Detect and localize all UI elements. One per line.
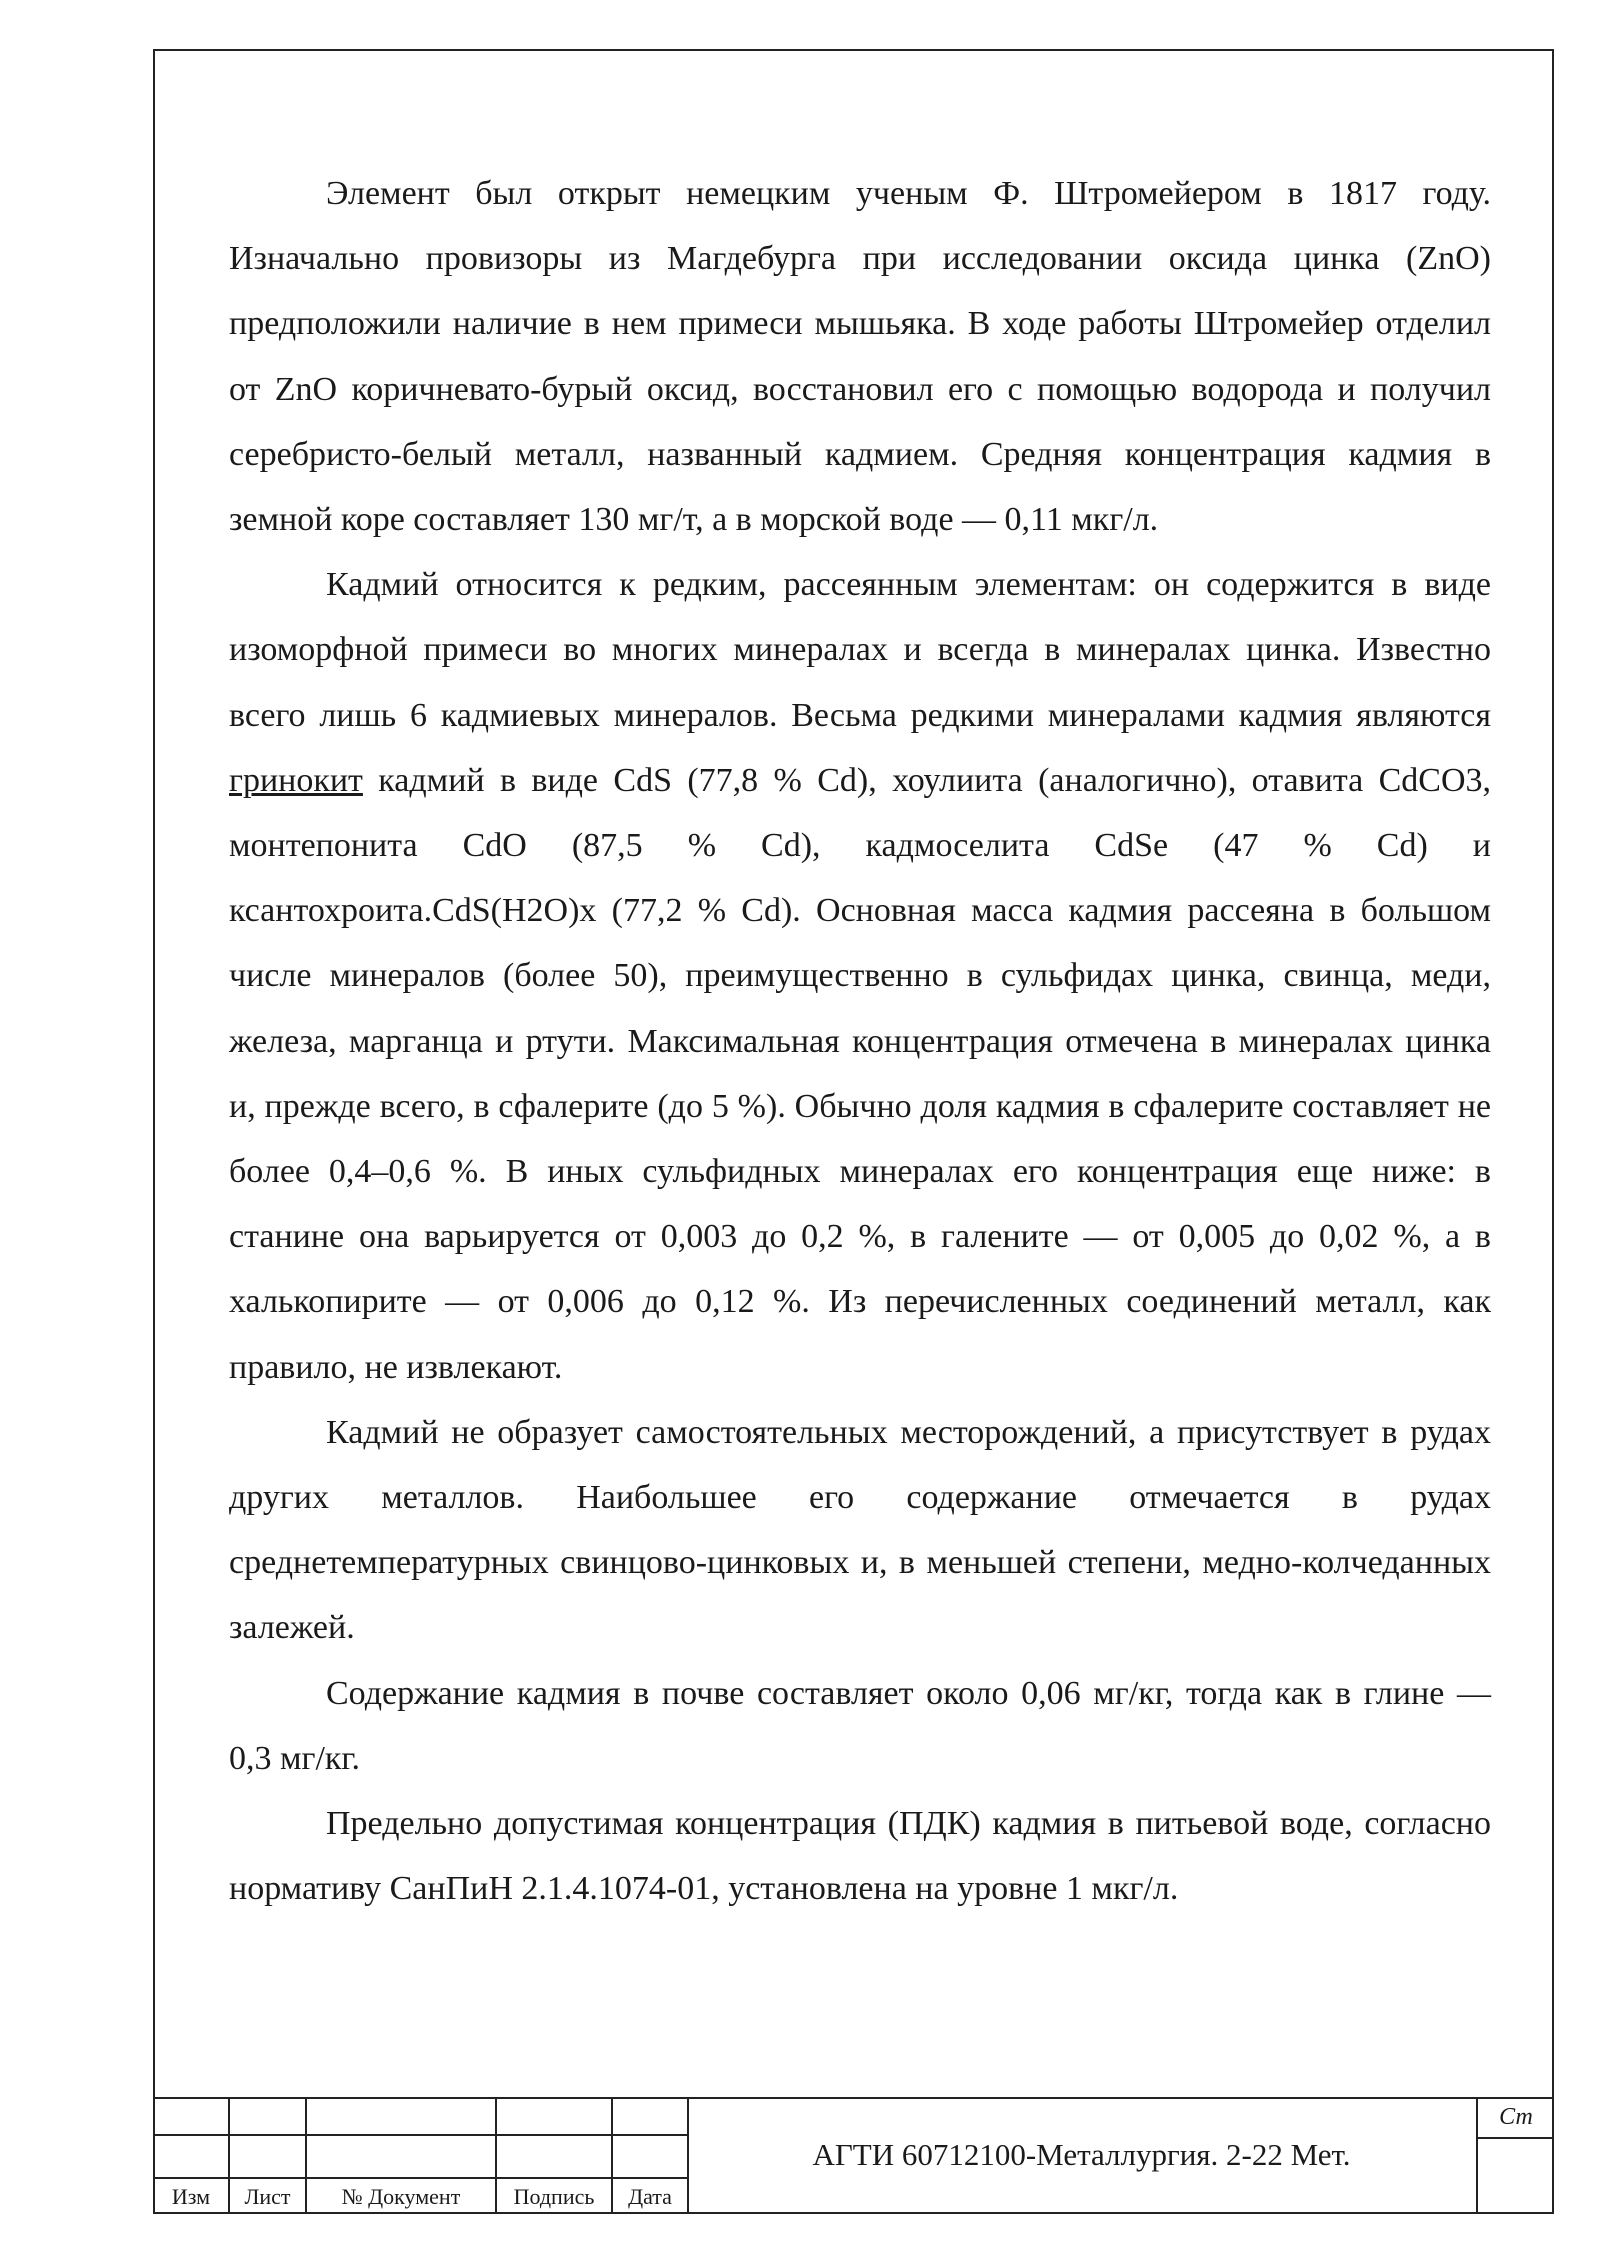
paragraph-deposits: Кадмий не образует самостоятельных месторождений, а присутствует в рудах других металлов. Наибольшее его содержание отмечается в рудах среднетемпературных свинцово-цинковых и, в меньшей степени, медно-колчеданных залежей. [229,1413,1491,1647]
title-block-row-line [153,2134,689,2136]
col-document-label: № Документ [341,2184,461,2209]
sheet-cell-line [1476,2137,1554,2139]
paragraph-pdk: Предельно допустимая концентрация (ПДК) кадмия в питьевой воде, согласно нормативу СанПиН 2.1.4.1074-01, установлена на уровне 1 мкг/л. [229,1805,1491,1908]
document-code: АГТИ 60712100-Металлургия. 2-22 Мет. [812,2137,1351,2172]
document-body [229,161,1491,1921]
greenockite-link[interactable]: гринокит [229,761,363,799]
sheet-label: Ст [1499,2104,1533,2130]
col-date-label: Дата [628,2184,672,2209]
paragraph-discovery: Элемент был открыт немецким ученым Ф. Штромейером в 1817 году. Изначально провизоры из Магдебурга при исследовании оксида цинка (ZnO) предположили наличие в нем примеси мышьяка. В ходе работы Штромейер отделил от ZnO коричневато-бурый оксид, восстановил его с помощью водорода и получил серебристо-белый металл, названный кадмием. Средняя концентрация кадмия в земной коре составляет 130 мг/т, а в морской воде — 0,11 мкг/л. [229,175,1491,539]
paragraph-soil: Содержание кадмия в почве составляет около 0,06 мг/кг, тогда как в глине — 0,3 мг/кг. [229,1674,1491,1777]
col-list-label: Лист [244,2184,291,2209]
paragraph-minerals: Кадмий относится к редким, рассеянным элементам: он содержится в виде изоморфной примеси во многих минералах и всегда в минералах цинка. Известно всего лишь 6 кадмиевых минералов. Весьма редкими минералами кадмия являются гринокит кадмий в виде CdS (77,8 % Cd), хоулиита (аналогично), отавита CdCO3, монтепонита CdO (87,5 % Cd), кадмоселита CdSe (47 % Cd) и ксантохроита.CdS(H2O)x (77,2 % Cd). Основная масса кадмия рассеяна в большом числе минералов (более 50), преимущественно в сульфидах цинка, свинца, меди, железа, марганца и ртути. Максимальная концентрация отмечена в минералах цинка и, прежде всего, в сфалерите (до 5 %). Обычно доля кадмия в сфалерите составляет не более 0,4–0,6 %. В иных сульфидных минералах его концентрация еще ниже: в станине она варьируется от 0,003 до 0,2 %, в галените — от 0,005 до 0,02 %, а в халькопирите — от 0,006 до 0,12 %. Из перечисленных соединений металл, как правило, не извлекают. [229,566,1491,1386]
col-signature-label: Подпись [513,2184,595,2209]
title-block [153,2097,1554,2214]
col-izm-label: Изм [171,2184,211,2209]
